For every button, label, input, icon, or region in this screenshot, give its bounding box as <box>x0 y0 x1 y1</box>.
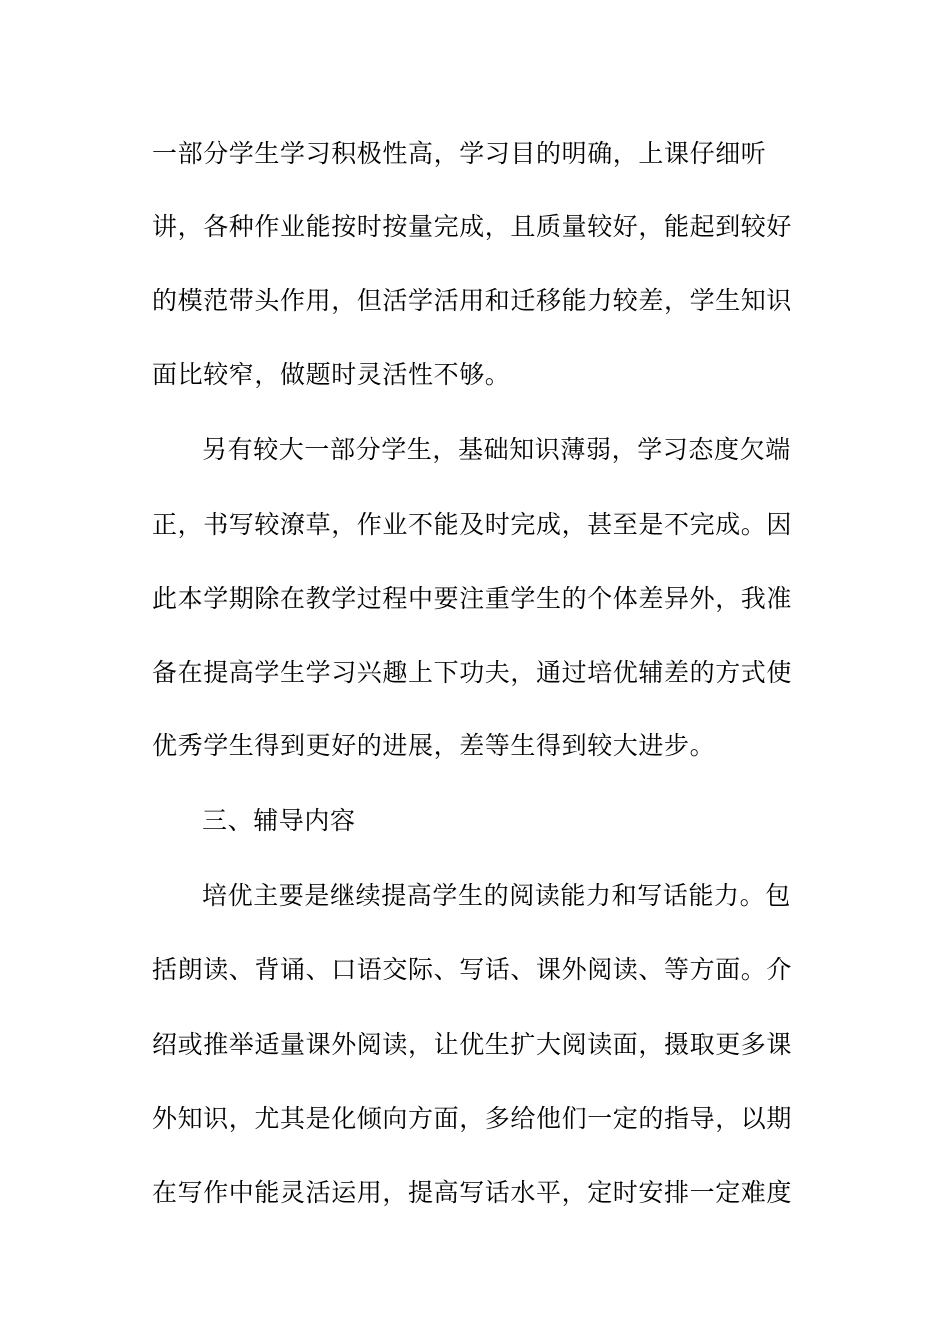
text-line: 绍或推举适量课外阅读，让优生扩大阅读面，摄取更多课 <box>152 1030 793 1059</box>
paragraph-start-line: 培优主要是继续提高学生的阅读能力和写话能力。包 <box>202 881 791 910</box>
paragraph-start-line: 另有较大一部分学生，基础知识薄弱，学习态度欠端 <box>202 435 791 464</box>
text-line: 括朗读、背诵、口语交际、写话、课外阅读、等方面。介 <box>152 955 793 984</box>
section-heading: 三、辅导内容 <box>202 806 356 835</box>
text-line: 面比较窄，做题时灵活性不够。 <box>152 360 511 389</box>
text-line: 在写作中能灵活运用，提高写话水平，定时安排一定难度 <box>152 1178 793 1207</box>
text-line: 一部分学生学习积极性高，学习目的明确，上课仔细听 <box>152 139 767 168</box>
text-line: 的模范带头作用，但活学活用和迁移能力较差，学生知识 <box>152 286 793 315</box>
text-line: 正，书写较潦草，作业不能及时完成，甚至是不完成。因 <box>152 510 793 539</box>
text-line: 外知识，尤其是化倾向方面，多给他们一定的指导，以期 <box>152 1104 793 1133</box>
text-line: 优秀学生得到更好的进展，差等生得到较大进步。 <box>152 731 716 760</box>
text-line: 讲，各种作业能按时按量完成，且质量较好，能起到较好 <box>152 212 793 241</box>
text-line: 备在提高学生学习兴趣上下功夫，通过培优辅差的方式使 <box>152 658 793 687</box>
text-line: 此本学期除在教学过程中要注重学生的个体差异外，我准 <box>152 584 793 613</box>
